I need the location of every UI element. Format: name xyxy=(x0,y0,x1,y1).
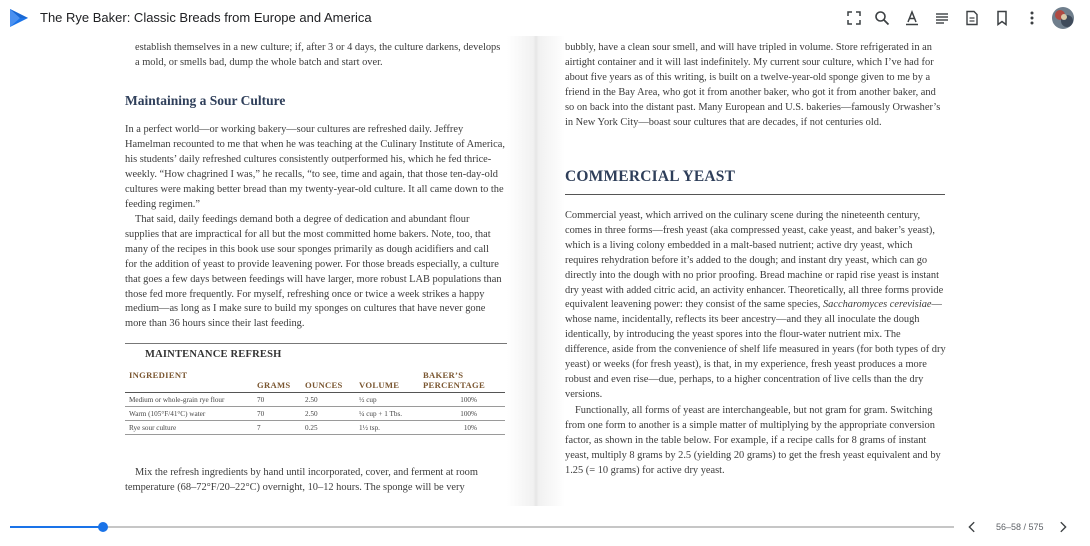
next-page-button[interactable] xyxy=(1055,519,1071,535)
avatar[interactable] xyxy=(1052,7,1074,29)
reading-progress-slider[interactable] xyxy=(10,526,954,528)
table-cell: 70 xyxy=(253,393,301,407)
table-cell: 10% xyxy=(419,421,505,435)
section-heading: COMMERCIAL YEAST xyxy=(565,168,736,185)
paragraph: establish themselves in a new culture; if, after 3 or 4 days, the culture darkens, develops a mold, or smells bad, dump the whole batch and start over. xyxy=(135,42,501,68)
fullscreen-icon[interactable] xyxy=(845,9,863,27)
chevron-left-icon xyxy=(965,520,979,534)
text-run: Commercial yeast, which arrived on the culinary scene during the nineteenth century, comes in three forms—fresh yeast (aka compressed yeast, cake yeast, and baker’s yeast), which is a living colony embedded in a malt-based nutrient; active dry yeast, which requires rehydration before it’s added to the dough; and instant dry yeast, which can go directly into the dough with no prior proofing. Bread machine or rapid rise yeast is instant dry yeast with added citric acid, an activity enhancer. Theoretically, all three forms provide equivalent leavening power: they consist of the same species, xyxy=(565,210,944,311)
chevron-right-icon xyxy=(1056,520,1070,534)
paragraph: Mix the refresh ingredients by hand until incorporated, cover, and ferment at room temperature (68–72°F/20–22°C) overnight, 10–12 hours. The sponge will be very xyxy=(125,467,478,493)
table-cell: 7 xyxy=(253,421,301,435)
table-cell: 70 xyxy=(253,407,301,421)
table-cell: 2.50 xyxy=(301,393,355,407)
table-header-row xyxy=(125,368,505,393)
table-cell: Medium or whole-grain rye flour xyxy=(125,393,253,407)
more-vert-icon[interactable] xyxy=(1023,9,1041,27)
maintenance-refresh-table xyxy=(125,343,507,435)
paragraph: Functionally, all forms of yeast are interchangeable, but not gram for gram. Switching from one form to another is a simple matter of multiplying by the appropriate conversion factor, as shown in the table below. For example, if a recipe calls for 8 grams of instant yeast, multiply 8 grams by 2.5 (yielding 20 grams) to get the fresh yeast equivalent and by 1.25 (= 10 grams) for active dry yeast. xyxy=(565,405,941,476)
paragraph: In a perfect world—or working bakery—sour cultures are refreshed daily. Jeffrey Hamelman recounted to me that when he was teaching at the Culinary Institute of America, his students’ daily refreshed cultures consistently outperformed his, which he fed thrice-weekly. “How chagrined I was,” he recalls, “to see, time and again, that those ten-day-old cultures were making better bread than my twenty-year-old culture. It all came down to the feeding regimen.” xyxy=(125,124,505,210)
progress-handle[interactable] xyxy=(98,522,108,532)
progress-fill xyxy=(10,526,103,528)
column-header: INGREDIENT xyxy=(129,370,188,380)
text-run: —whose name, incidentally, reflects its beer ancestry—and they all inoculate the dough identically, by introducing the yeast spores into the flour-water nutrient mix. The difference, aside from the convenience of shelf life measured in years (for both types of dry yeast) or weeks (for fresh yeast), is that, in my experience, fresh yeast produces a more robust and even rise—due, perhaps, to a higher concentration of live cells than the dry versions. xyxy=(565,299,946,400)
table-cell: 0.25 xyxy=(301,421,355,435)
divider xyxy=(565,194,945,195)
table-row xyxy=(125,421,505,435)
paragraph xyxy=(565,209,947,403)
table-cell: Rye sour culture xyxy=(125,421,253,435)
species-name: Saccharomyces cerevisiae xyxy=(822,299,932,311)
notes-icon[interactable] xyxy=(963,9,981,27)
column-header: GRAMS xyxy=(257,380,291,390)
text-format-icon[interactable] xyxy=(903,9,921,27)
paragraph: bubbly, have a clean sour smell, and will have tripled in volume. Store refrigerated in an airtight container and it will last indefinitely. My current sour culture, which I’ve had for about five years as of this writing, is built on a twelve-year-old sponge given to me by a friend in the Bay Area, who got it from another baker, who got it from another baker, and so on back into the distant past. Many European and U.S. bakeries—famously Orwasher’s in New York City—boast sour cultures that are decades, if not centuries old. xyxy=(565,42,941,128)
play-books-logo[interactable] xyxy=(9,8,29,28)
divider xyxy=(125,343,507,344)
ingredient-table xyxy=(125,368,505,435)
top-bar xyxy=(0,0,1090,36)
table-cell: 1½ tsp. xyxy=(355,421,419,435)
column-header: VOLUME xyxy=(359,380,400,390)
table-title: MAINTENANCE REFRESH xyxy=(145,349,282,360)
table-cell: 2.50 xyxy=(301,407,355,421)
bookmark-icon[interactable] xyxy=(993,9,1011,27)
table-row xyxy=(125,407,505,421)
table-row xyxy=(125,393,505,407)
page-indicator: 56–58 / 575 xyxy=(996,522,1044,532)
paragraph: That said, daily feedings demand both a degree of dedication and abundant flour supplies that are impractical for all but the most committed home bakers. Note, too, that many of the recipes in this book use sour sponges primarily as dough acidifiers and call for the addition of yeast to provide leavening power. For those breads especially, a culture that goes a few days between feedings will have larger, more robust LAB populations than those fed more frequently. For myself, refreshing once or twice a week strikes a happy medium—as long as I make sure to build my sponges on cultures that have never gone more than 36 hours since their last feeding. xyxy=(125,214,502,330)
column-header: OUNCES xyxy=(305,380,343,390)
table-cell: ¼ cup + 1 Tbs. xyxy=(355,407,419,421)
previous-page-button[interactable] xyxy=(964,519,980,535)
book-title: The Rye Baker: Classic Breads from Europe and America xyxy=(40,10,372,25)
table-cell: ½ cup xyxy=(355,393,419,407)
table-cell: Warm (105°F/41°C) water xyxy=(125,407,253,421)
search-icon[interactable] xyxy=(873,9,891,27)
column-header: BAKER’S PERCENTAGE xyxy=(423,370,486,390)
page-gutter xyxy=(507,36,565,506)
section-heading: Maintaining a Sour Culture xyxy=(125,93,286,108)
table-cell: 100% xyxy=(419,393,505,407)
table-of-contents-icon[interactable] xyxy=(933,9,951,27)
table-cell: 100% xyxy=(419,407,505,421)
